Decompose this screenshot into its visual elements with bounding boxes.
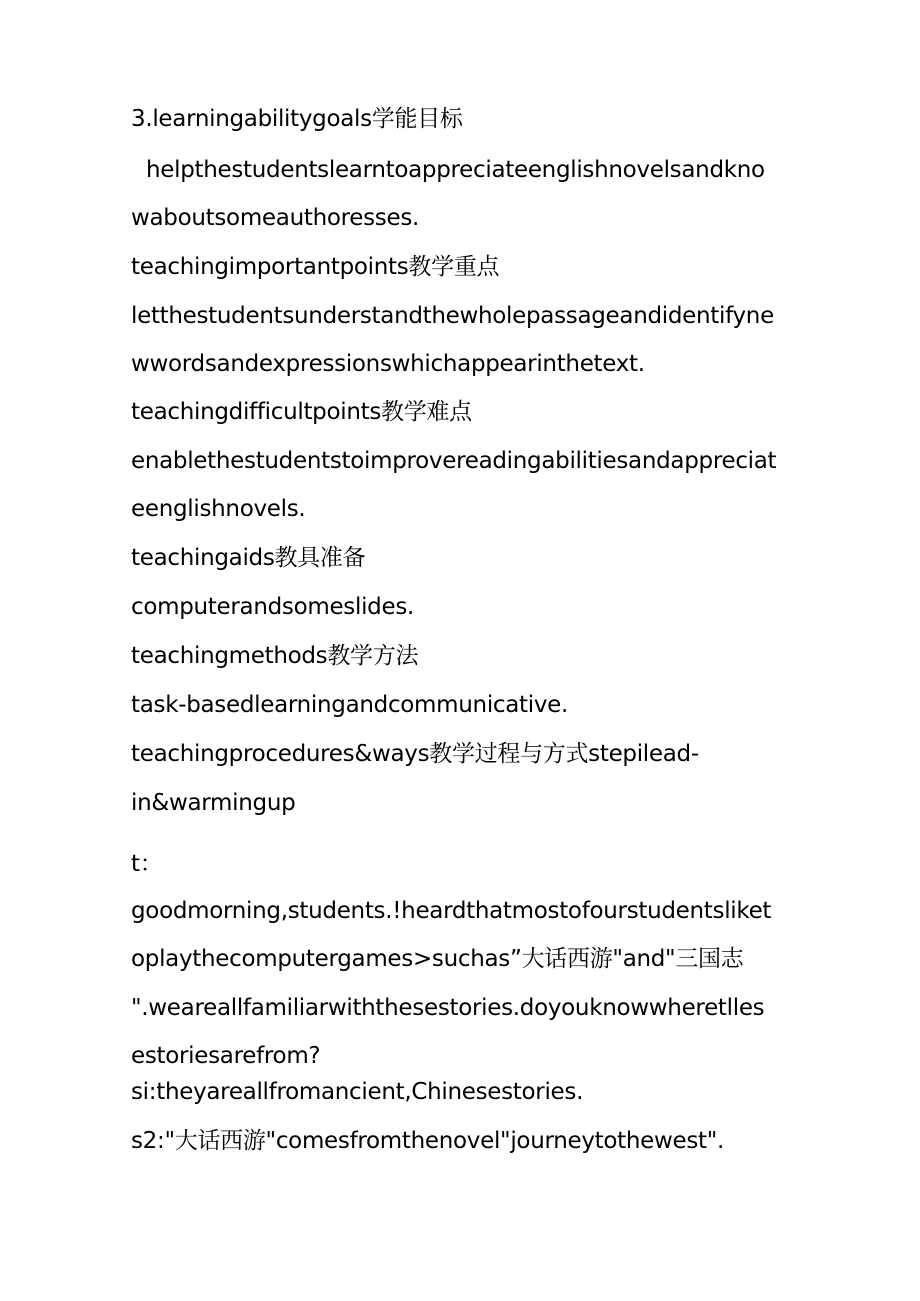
paragraph-line: letthestudentsunderstandthewholepassageandidentifyne: [131, 303, 774, 329]
section-heading-difficult-points: teachingdifficultpoints教学难点: [131, 399, 472, 425]
paragraph-line: computerandsomeslides.: [131, 594, 415, 620]
paragraph-line: helpthestudentslearntoappreciateenglishnovelsandkno: [146, 157, 765, 183]
dialogue-line: goodmorning,students.!heardthatmostofourstudentsliket: [131, 898, 772, 924]
dialogue-line: ".weareallfamiliarwiththesestories.doyouknowwheretlles: [131, 995, 765, 1021]
speaker-label-teacher: t：: [131, 851, 163, 877]
paragraph-line: eenglishnovels.: [131, 496, 306, 522]
section-heading-teaching-procedures: teachingprocedures&ways教学过程与方式stepilead-: [131, 741, 699, 767]
dialogue-line: si:theyareallfromancient,Chinesestories.: [131, 1079, 584, 1105]
dialogue-line: s2:"大话西游"comesfromthenovel"journeytothewest".: [131, 1128, 725, 1154]
section-heading-important-points: teachingimportantpoints教学重点: [131, 254, 500, 280]
section-heading-teaching-methods: teachingmethods教学方法: [131, 643, 419, 669]
dialogue-line: oplaythecomputergames>suchas”大话西游"and"三国志: [131, 946, 744, 972]
paragraph-line: waboutsomeauthoresses.: [131, 205, 420, 231]
paragraph-line: in&warmingup: [131, 790, 296, 816]
section-heading-teaching-aids: teachingaids教具准备: [131, 545, 366, 571]
paragraph-line: enablethestudentstoimprovereadingabilitiesandappreciat: [131, 448, 777, 474]
section-heading-learning-ability-goals: 3.learningabilitygoals学能目标: [131, 106, 463, 132]
paragraph-line: wwordsandexpressionswhichappearinthetext.: [131, 351, 645, 377]
paragraph-line: task-basedlearningandcommunicative.: [131, 692, 569, 718]
dialogue-line: estoriesarefrom?: [131, 1043, 321, 1069]
